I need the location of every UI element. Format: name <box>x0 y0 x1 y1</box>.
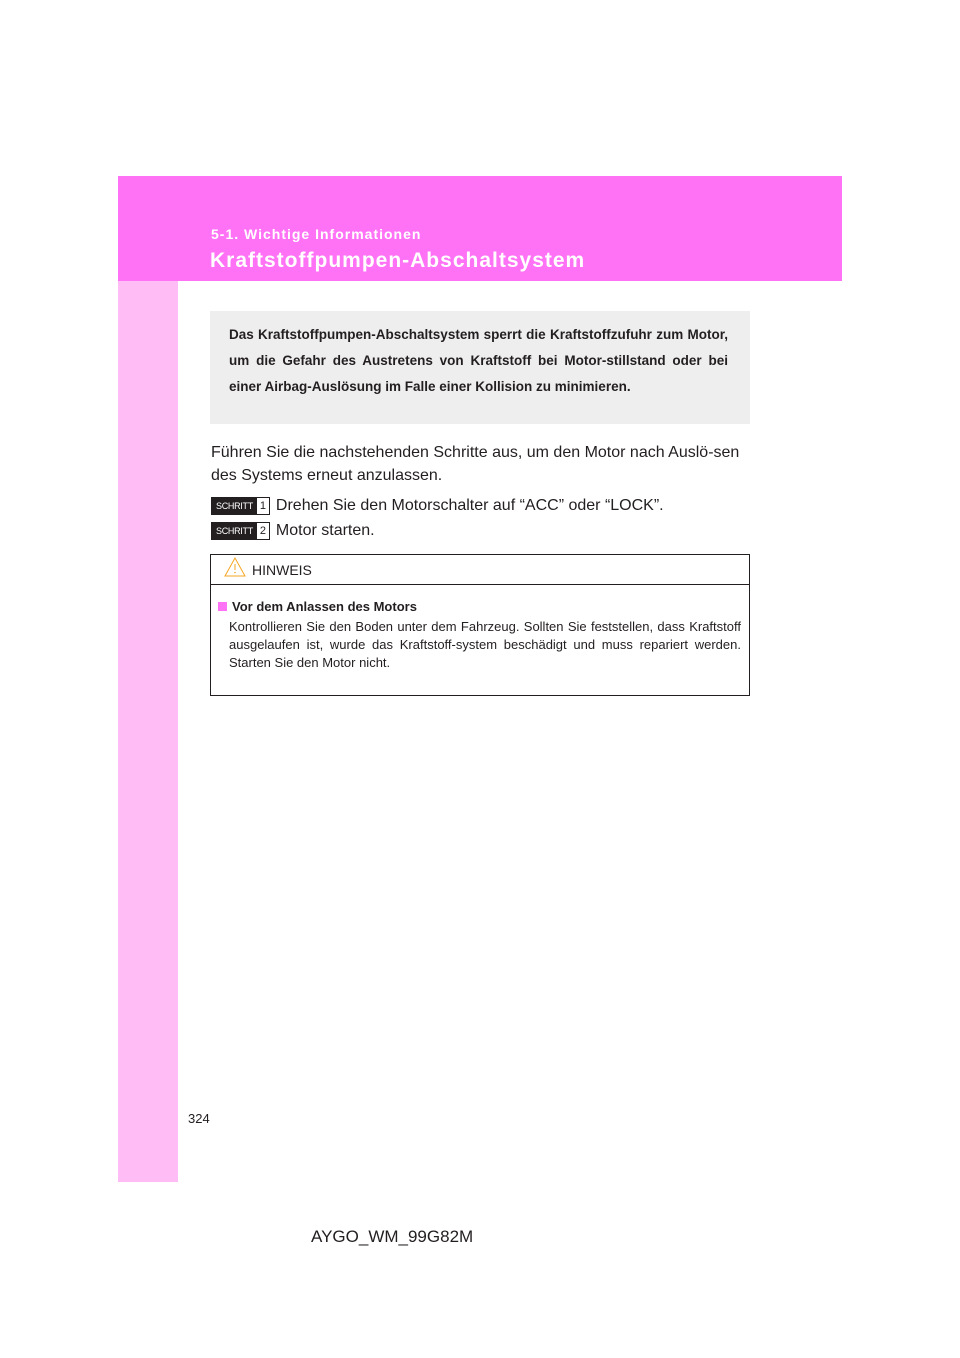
step-badge-number: 2 <box>257 523 269 539</box>
step-badge-number: 1 <box>257 498 269 514</box>
square-bullet-icon <box>218 602 227 611</box>
page-number: 324 <box>188 1111 210 1126</box>
notice-text: Kontrollieren Sie den Boden unter dem Fahrzeug. Sollten Sie feststellen, dass Kraftstoff ausgelaufen ist, wurde das Kraftstoff-system beschädigt und muss repariert werden. Starten Sie den Motor nicht. <box>229 619 741 670</box>
step-badge <box>211 522 270 540</box>
notice-header <box>211 555 749 585</box>
page-title: Kraftstoffpumpen-Abschaltsystem <box>210 249 586 272</box>
notice-body <box>211 585 749 672</box>
step-badge <box>211 497 270 515</box>
warning-triangle-icon <box>224 557 246 582</box>
step-text: Drehen Sie den Motorschalter auf “ACC” oder “LOCK”. <box>275 497 664 514</box>
document-id: AYGO_WM_99G82M <box>311 1227 474 1246</box>
step-2 <box>211 521 375 541</box>
section-label: 5-1. Wichtige Informationen <box>211 226 422 242</box>
intro-box <box>210 311 750 424</box>
side-color-band <box>118 176 178 1182</box>
notice-heading-text: Vor dem Anlassen des Motors <box>232 599 417 614</box>
step-1 <box>211 496 664 516</box>
notice-heading <box>218 599 741 614</box>
step-badge-label: SCHRITT <box>212 498 257 514</box>
notice-box <box>210 554 750 696</box>
intro-text: Das Kraftstoffpumpen-Abschaltsystem sperrt die Kraftstoffzufuhr zum Motor, um die Gefahr des Austretens von Kraftstoff bei Motor-stillstand oder bei einer Airbag-Auslösung im Falle einer Kollision zu minimieren. <box>229 327 728 394</box>
body-paragraph: Führen Sie die nachstehenden Schritte aus, um den Motor nach Auslö-sen des Systems erneut anzulassen. <box>211 444 740 484</box>
step-badge-label: SCHRITT <box>212 523 257 539</box>
notice-title: HINWEIS <box>252 561 312 578</box>
step-text: Motor starten. <box>275 522 375 539</box>
